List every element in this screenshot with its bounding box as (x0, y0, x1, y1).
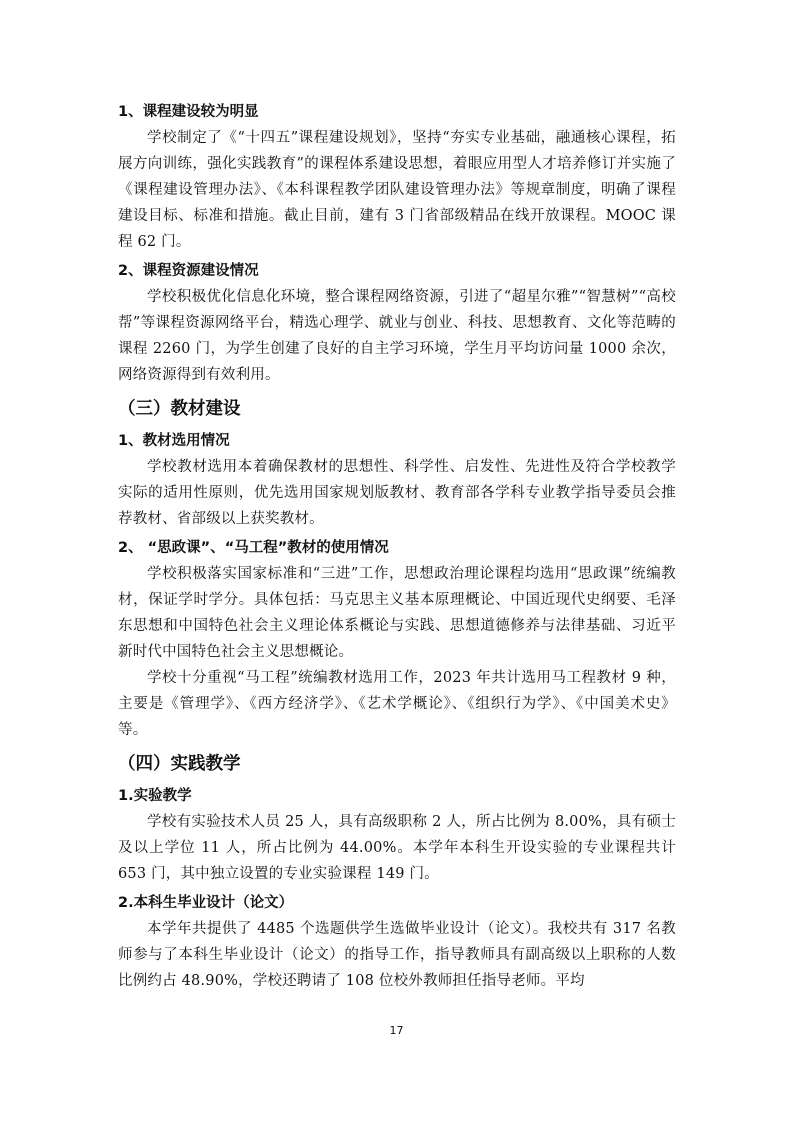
paragraph-graduation-thesis: 本学年共提供了 4485 个选题供学生选做毕业设计（论文）。我校共有 317 名教师参与了本科生毕业设计（论文）的指导工作，指导教师具有副高级以上职称的人数比例约占 48.90%，学校还聘请了 108 位校外教师担任指导老师。平均 (118, 921, 676, 989)
heading-textbook-selection: 1、教材选用情况 (118, 433, 230, 449)
paragraph-course-resources: 学校积极优化信息化环境，整合课程网络资源，引进了“超星尔雅”“智慧树”“高校帮”等课程资源网络平台，精选心理学、就业与创业、科技、思想教育、文化等范畴的课程 2260 门，为学生创建了良好的自主学习环境，学生月平均访问量 1000 余次，网络资源得到有效利用。 (118, 289, 676, 383)
heading-course-resources: 2、课程资源建设情况 (118, 263, 259, 279)
section-title-practice: （四）实践教学 (118, 754, 241, 774)
paragraph-marx-project: 学校十分重视“马工程”统编教材选用工作，2023 年共计选用马工程教材 9 种，主要是《管理学》、《西方经济学》、《艺术学概论》、《组织行为学》、《中国美术史》等。 (118, 670, 676, 738)
paragraph-textbook-selection: 学校教材选用本着确保教材的思想性、科学性、启发性、先进性及符合学校教学实际的适用性原则，优先选用国家规划版教材、教育部各学科专业教学指导委员会推荐教材、省部级以上获奖教材。 (118, 459, 676, 527)
paragraph-course-construction: 学校制定了《“十四五”课程建设规划》，坚持“夯实专业基础，融通核心课程，拓展方向训练，强化实践教育”的课程体系建设思想，着眼应用型人才培养修订并实施了《课程建设管理办法》、《本科课程教学团队建设管理办法》等规章制度，明确了课程建设目标、标准和措施。截止目前，建有 3 门省部级精品在线开放课程。MOOC 课程 62 门。 (118, 130, 676, 250)
heading-course-construction: 1、课程建设较为明显 (118, 104, 259, 120)
paragraph-experiments: 学校有实验技术人员 25 人，具有高级职称 2 人，所占比例为 8.00%，具有硕士及以上学位 11 人，所占比例为 44.00%。本学年本科生开设实验的专业课程共计 653 门，其中独立设置的专业实验课程 149 门。 (118, 814, 676, 882)
heading-ideology-textbooks: 2、 “思政课”、“马工程”教材的使用情况 (118, 540, 389, 556)
heading-graduation-thesis: 2.本科生毕业设计（论文） (118, 895, 294, 911)
page-number: 17 (389, 1024, 404, 1037)
heading-experiments: 1.实验教学 (118, 788, 192, 804)
paragraph-ideology-textbooks: 学校积极落实国家标准和“三进”工作，思想政治理论课程均选用“思政课”统编教材，保证学时学分。具体包括：马克思主义基本原理概论、中国近现代史纲要、毛泽东思想和中国特色社会主义理论体系概论与实践、思想道德修养与法律基础、习近平新时代中国特色社会主义思想概论。 (118, 566, 676, 660)
document-page (118, 96, 676, 994)
section-title-textbooks: （三）教材建设 (118, 399, 241, 419)
